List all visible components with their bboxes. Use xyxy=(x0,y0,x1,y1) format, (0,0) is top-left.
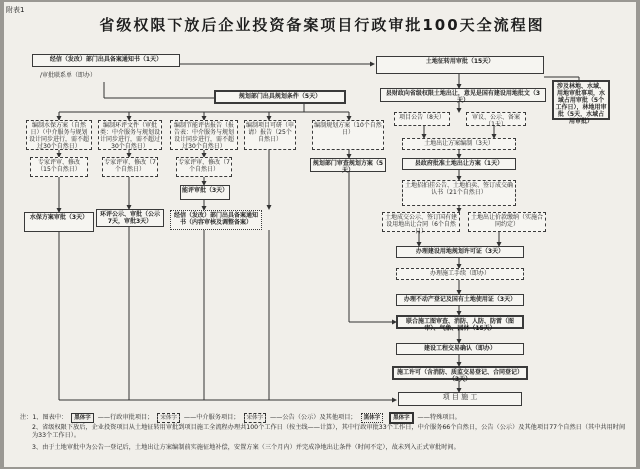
land-payment-box: 土地出让价款缴纳（实施合同约定） xyxy=(468,212,546,232)
joint-drawing-review-box: 联合施工图审查、消防、人防、防雷（图审）、气象、园林（15天） xyxy=(396,315,524,329)
page-tag: 附表1 xyxy=(6,6,25,14)
planning-permit-box: 办理建设用地规划许可证（3天） xyxy=(396,246,524,258)
project-announcement-box: 项目公告（8天） xyxy=(394,112,450,126)
trade-confirmation-box: 建设工程交易确认（即办） xyxy=(396,343,524,355)
filing-notice-box: 经信（发改）部门出具备案通知书（1天） xyxy=(32,54,180,67)
council-review-box: 审议、公示、备案（1天） xyxy=(466,112,526,126)
legend-key-agency: 宋体字 xyxy=(157,413,180,423)
county-approval-box: 县政府批准土地出让方案（1天） xyxy=(402,158,516,170)
property-registration-box: 办理不动产登记及国有土地使用证（3天） xyxy=(396,294,524,306)
legend-key-public: 宋体字 xyxy=(244,413,267,423)
page-title: 省级权限下放后企业投资备案项目行政审批100天全流程图 xyxy=(99,16,545,34)
water-plan-review-box: 专家评审、修改（15个自然日） xyxy=(30,157,88,177)
legend-line xyxy=(20,412,620,424)
forest-water-note-box: 涉及林地、水域、用地审批事项，水域占用审批（5个工作日），林地用审批（5天，水域占用审批） xyxy=(552,80,610,120)
legend-key-admin: 黑体字 xyxy=(71,413,94,423)
legend-prefix: 注：1、图表中： xyxy=(20,414,68,421)
flowchart-sheet xyxy=(4,2,636,467)
construction-permit-box: 施工许可（含消防、质监交易登记、合同登记）（3天） xyxy=(392,366,528,380)
legend-public-text: ——公告（公示）及其他项目； xyxy=(269,414,357,421)
energy-review-box: 专家评审、修改（7个自然日） xyxy=(176,157,232,177)
land-contract-box: 土地成交公示、签订国有建设用地出让合同（6个自然日） xyxy=(382,212,460,232)
planning-scheme-review-box: 规划部门审查规划方案（5天） xyxy=(310,158,386,172)
legend-key-special-2: 黑体字 xyxy=(389,412,414,424)
water-plan-approval-box: 水保方案审批（3天） xyxy=(24,212,94,232)
eia-review-box: 专家评审、修改（7个自然日） xyxy=(102,157,158,177)
water-plan-prep-box: 编制水保方案（自然日）（中介服务与规划设计同步进行，需不超过30个自然日） xyxy=(26,120,92,150)
land-auction-box: 土地招拍挂公告、土地拍卖、签订成交确认书（21个自然日） xyxy=(402,180,516,206)
construction-procedure-box: 办理施工手续（即办） xyxy=(396,268,524,280)
note-2: 2、省级权限下放后，企业投资项目从土地征转用审批到项目施工全流程办理共100个工作日（按主线——计算），其中行政审批33个工作日，中介服务66个自然日，公告（公示）及其他项目77个自然日（其中共用时间为33个工作日）。 xyxy=(32,424,626,439)
energy-approval-box: 能评审批（3天） xyxy=(180,185,230,200)
note-3: 3、由于土地审批中为公告一登记后，土地出让方案编制前实施征地补偿，安置方案（三个月内）并完成净地出让条件（时间不定），故未列入正式审批时间。 xyxy=(32,444,460,451)
energy-report-prep-box: 编制节能评估报告（报告表：中介服务与规划设计同步进行，需不超过30个自然日） xyxy=(170,120,238,150)
municipal-land-box: 县财政向省级权限土地出让，意见是国有建设用地批文（3天） xyxy=(380,88,546,102)
legend-admin-text: ——行政审批项目； xyxy=(97,414,154,421)
eia-approval-box: 环评公示、审批（公示7天，审批3天） xyxy=(96,209,164,227)
legend-agency-text: ——中介服务项目； xyxy=(183,414,240,421)
planning-conditions-box: 规划部门出具规划条件（5天） xyxy=(214,90,346,104)
land-conversion-box: 土地征转用审批（15天） xyxy=(376,56,544,74)
contact-sheet-label: /审批联系单（即办） xyxy=(40,72,97,79)
project-construction-box: 项 目 施 工 xyxy=(398,392,522,406)
planning-scheme-prep-box: 编制规划方案（10个自然日） xyxy=(312,120,384,150)
filing-adjust-box: 经信（发改）部门出具备案通知书（内容审核及调整备案） xyxy=(170,210,262,230)
feasibility-report-box: 编制项目可研（申请）报告（25个自然日） xyxy=(244,120,296,150)
legend-key-special-1: 黑体字 xyxy=(361,413,384,423)
eia-prep-box: 编制环评文件（审批类：中介服务与规划设计同步进行，需不超过30个自然日） xyxy=(100,122,161,150)
land-transfer-plan-box: 土地出让方案编制（3天） xyxy=(402,138,516,150)
legend-special-text: ——特殊项目。 xyxy=(417,414,461,421)
